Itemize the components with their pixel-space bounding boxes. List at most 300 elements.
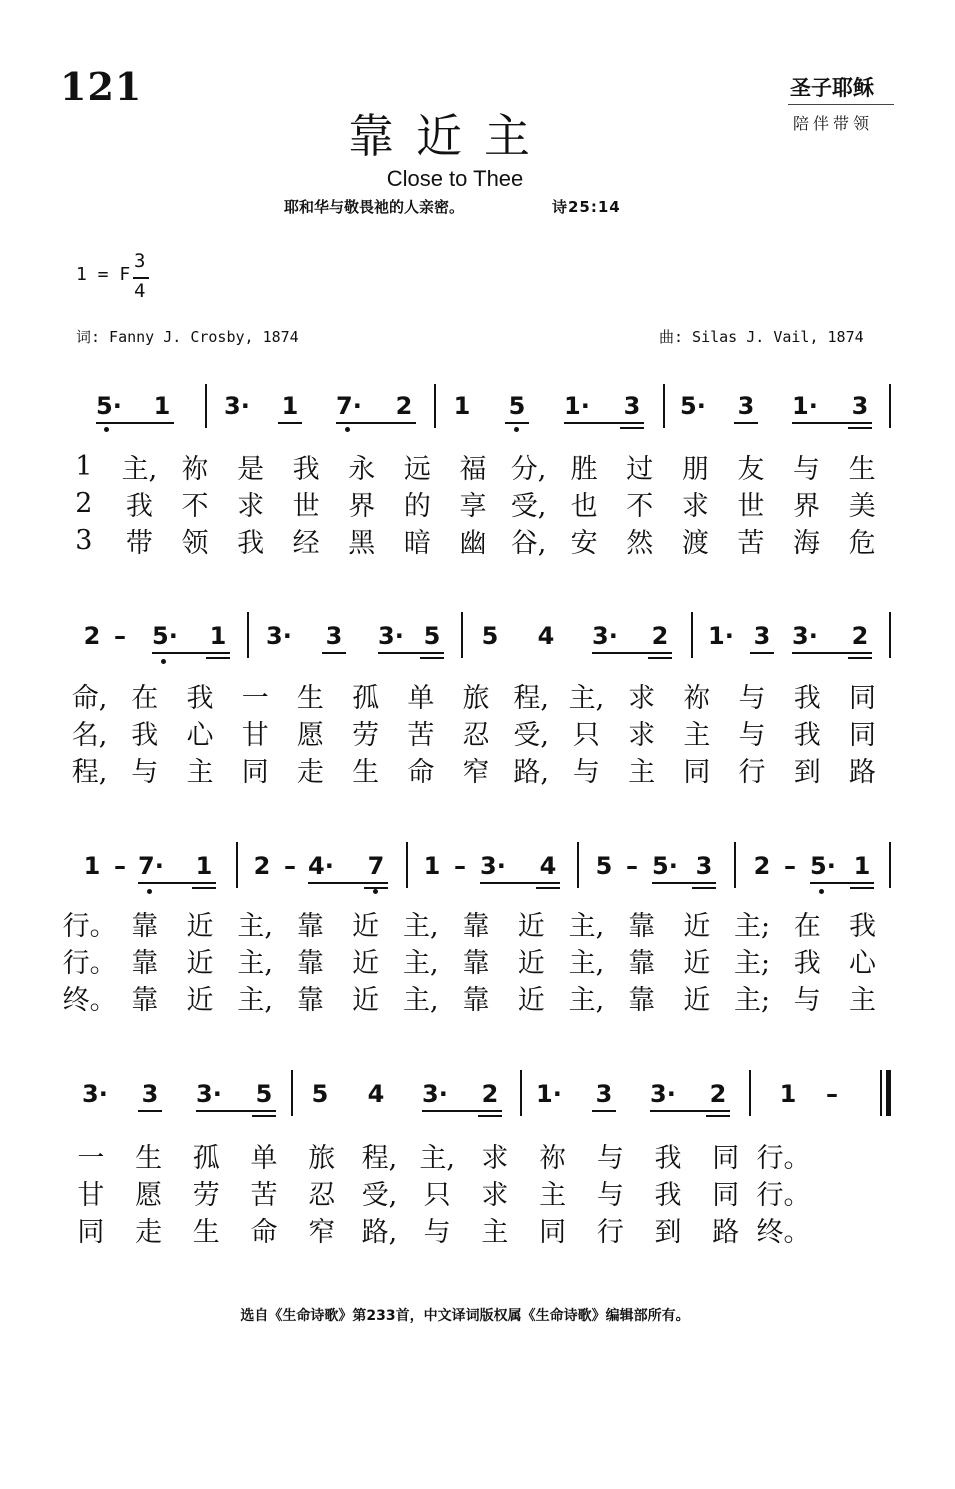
note: 2 bbox=[253, 852, 271, 880]
lyric-syllable: 忍 bbox=[462, 719, 490, 751]
underline bbox=[308, 882, 388, 884]
lyric-syllable: 心 bbox=[848, 947, 876, 979]
lyric-syllable: 主, bbox=[237, 910, 273, 942]
underline bbox=[206, 657, 230, 659]
lyric-syllable: 生 bbox=[352, 756, 380, 788]
barline bbox=[205, 384, 207, 428]
note: 5 bbox=[481, 622, 499, 650]
note: 1 bbox=[83, 852, 101, 880]
lyric-syllable: 世 bbox=[292, 490, 320, 522]
lyric-line bbox=[62, 1138, 870, 1172]
lyric-syllable: 与 bbox=[572, 756, 600, 788]
lyric-syllable: 同 bbox=[241, 756, 269, 788]
lyric-syllable: 我 bbox=[654, 1179, 682, 1211]
lyric-syllable: 单 bbox=[407, 682, 435, 714]
lyric-syllable: 近 bbox=[517, 910, 545, 942]
barline bbox=[434, 384, 436, 428]
lyric-syllable: 朋 bbox=[681, 453, 709, 485]
lyric-syllable: 求 bbox=[481, 1142, 509, 1174]
lyric-syllable: 甘 bbox=[77, 1179, 105, 1211]
underline bbox=[505, 422, 529, 424]
lyric-syllable: 靠 bbox=[462, 947, 490, 979]
note: 1 bbox=[281, 392, 299, 420]
lyric-syllable: 在 bbox=[793, 910, 821, 942]
note: 3 bbox=[595, 1080, 613, 1108]
low-dot bbox=[161, 659, 166, 664]
lyric-syllable: 主, bbox=[419, 1142, 455, 1174]
lyric-syllable: 2 bbox=[75, 487, 93, 519]
lyric-line bbox=[56, 486, 890, 520]
final-barline-thick bbox=[886, 1070, 891, 1116]
lyric-syllable: 我 bbox=[793, 719, 821, 751]
lyric-line bbox=[62, 1175, 870, 1209]
dash: – bbox=[114, 622, 126, 650]
note: 5 bbox=[311, 1080, 329, 1108]
underline bbox=[810, 882, 874, 884]
lyric-syllable: 窄 bbox=[308, 1216, 336, 1248]
lyric-syllable: 主 bbox=[539, 1179, 567, 1211]
underline bbox=[850, 887, 874, 889]
underline bbox=[592, 1110, 616, 1112]
underline bbox=[564, 422, 644, 424]
lyric-syllable: 主, bbox=[403, 947, 439, 979]
lyric-syllable: 与 bbox=[738, 719, 766, 751]
lyric-syllable: 永 bbox=[348, 453, 376, 485]
lyric-syllable: 界 bbox=[348, 490, 376, 522]
lyric-syllable: 主 bbox=[628, 756, 656, 788]
underline bbox=[138, 882, 216, 884]
note: 2 bbox=[753, 852, 771, 880]
hymn-title: 靠近主 bbox=[348, 109, 552, 163]
note: 3 bbox=[623, 392, 641, 420]
underline bbox=[322, 652, 346, 654]
notation-row-3 bbox=[0, 852, 955, 902]
lyric-syllable: 苦 bbox=[407, 719, 435, 751]
note: 2 bbox=[395, 392, 413, 420]
lyric-syllable: 1 bbox=[75, 450, 93, 482]
note: 5 bbox=[423, 622, 441, 650]
low-dot bbox=[104, 427, 109, 432]
lyric-syllable: 美 bbox=[848, 490, 876, 522]
lyric-syllable: 单 bbox=[250, 1142, 278, 1174]
lyric-syllable: 祢 bbox=[181, 453, 209, 485]
underline bbox=[620, 427, 644, 429]
note: 3· bbox=[196, 1080, 222, 1108]
lyric-syllable: 近 bbox=[186, 910, 214, 942]
lyric-line bbox=[62, 715, 890, 749]
lyric-syllable: 主 bbox=[683, 719, 711, 751]
lyric-syllable: 危 bbox=[848, 527, 876, 559]
lyric-syllable: 到 bbox=[793, 756, 821, 788]
lyric-syllable: 近 bbox=[683, 984, 711, 1016]
notation-row-4 bbox=[0, 1080, 955, 1130]
underline bbox=[422, 1110, 502, 1112]
low-dot bbox=[373, 889, 378, 894]
underline bbox=[848, 427, 872, 429]
lyric-syllable: 只 bbox=[572, 719, 600, 751]
lyric-syllable: 近 bbox=[683, 947, 711, 979]
lyric-syllable: 生 bbox=[135, 1142, 163, 1174]
lyric-syllable: 世 bbox=[737, 490, 765, 522]
lyric-syllable: 行。 bbox=[756, 1179, 811, 1211]
note: 5 bbox=[508, 392, 526, 420]
underline bbox=[536, 887, 560, 889]
lyric-syllable: 近 bbox=[352, 910, 380, 942]
lyric-syllable: 与 bbox=[793, 984, 821, 1016]
lyric-syllable: 求 bbox=[681, 490, 709, 522]
barline bbox=[734, 842, 736, 888]
note: 1 bbox=[209, 622, 227, 650]
composer-credit: 曲: Silas J. Vail, 1874 bbox=[659, 328, 864, 346]
lyric-syllable: 主 bbox=[481, 1216, 509, 1248]
lyric-syllable: 我 bbox=[793, 682, 821, 714]
underline bbox=[734, 422, 758, 424]
lyric-syllable: 一 bbox=[77, 1142, 105, 1174]
underline bbox=[592, 652, 672, 654]
lyric-syllable: 同 bbox=[848, 719, 876, 751]
lyric-syllable: 安 bbox=[570, 527, 598, 559]
lyric-syllable: 过 bbox=[626, 453, 654, 485]
lyric-syllable: 旅 bbox=[308, 1142, 336, 1174]
category-label: 圣子耶稣 bbox=[790, 75, 874, 100]
lyric-syllable: 与 bbox=[738, 682, 766, 714]
scripture-verse: 耶和华与敬畏祂的人亲密。 bbox=[284, 198, 465, 216]
lyric-syllable: 靠 bbox=[131, 984, 159, 1016]
underline bbox=[650, 1110, 730, 1112]
note: 5 bbox=[255, 1080, 273, 1108]
time-signature-top: 3 bbox=[134, 250, 146, 272]
underline bbox=[648, 657, 672, 659]
note: 5 bbox=[595, 852, 613, 880]
barline bbox=[889, 384, 891, 428]
lyric-syllable: 甘 bbox=[241, 719, 269, 751]
lyricist-credit: 词: Fanny J. Crosby, 1874 bbox=[76, 328, 299, 346]
lyric-syllable: 终。 bbox=[62, 984, 117, 1016]
lyric-syllable: 主, bbox=[568, 947, 605, 979]
note: 3 bbox=[695, 852, 713, 880]
lyric-syllable: 靠 bbox=[296, 910, 324, 942]
note: 4 bbox=[367, 1080, 385, 1108]
dash: – bbox=[784, 852, 796, 880]
barline bbox=[691, 612, 693, 658]
note: 1· bbox=[708, 622, 734, 650]
lyric-syllable: 行。 bbox=[62, 910, 117, 942]
note: 5· bbox=[96, 392, 122, 420]
lyric-syllable: 路, bbox=[513, 756, 550, 788]
lyric-syllable: 同 bbox=[848, 682, 876, 714]
lyric-syllable: 孤 bbox=[192, 1142, 220, 1174]
lyric-syllable: 受, bbox=[513, 719, 550, 751]
note: 3· bbox=[592, 622, 618, 650]
lyric-syllable: 近 bbox=[683, 910, 711, 942]
lyric-syllable: 主 bbox=[186, 756, 214, 788]
lyric-syllable: 同 bbox=[712, 1179, 740, 1211]
lyric-syllable: 享 bbox=[459, 490, 487, 522]
lyric-syllable: 主, bbox=[237, 984, 273, 1016]
lyric-syllable: 靠 bbox=[296, 947, 324, 979]
barline bbox=[577, 842, 579, 888]
copyright-footer: 选自《生命诗歌》第233首，中文译词版权属《生命诗歌》编辑部所有。 bbox=[240, 1308, 690, 1324]
note: 3· bbox=[224, 392, 250, 420]
lyric-syllable: 同 bbox=[77, 1216, 105, 1248]
lyric-syllable: 友 bbox=[737, 453, 765, 485]
lyric-syllable: 主, bbox=[568, 910, 605, 942]
note: 1 bbox=[153, 392, 171, 420]
lyric-syllable: 求 bbox=[481, 1179, 509, 1211]
lyric-syllable: 在 bbox=[131, 682, 159, 714]
lyric-syllable: 我 bbox=[131, 719, 159, 751]
key-signature: 1 = F bbox=[76, 264, 131, 285]
lyric-syllable: 不 bbox=[626, 490, 654, 522]
note: 5· bbox=[680, 392, 706, 420]
lyric-syllable: 主, bbox=[121, 453, 158, 485]
lyric-syllable: 受, bbox=[510, 490, 547, 522]
lyric-syllable: 命 bbox=[250, 1216, 278, 1248]
lyric-syllable: 忍 bbox=[308, 1179, 336, 1211]
barline bbox=[663, 384, 665, 428]
lyric-syllable: 愿 bbox=[296, 719, 324, 751]
lyric-syllable: 的 bbox=[403, 490, 431, 522]
lyric-syllable: 主, bbox=[403, 910, 439, 942]
note: 3· bbox=[792, 622, 818, 650]
final-barline-thin bbox=[880, 1070, 882, 1116]
note: 4 bbox=[537, 622, 555, 650]
lyric-syllable: 行 bbox=[596, 1216, 624, 1248]
underline bbox=[378, 652, 444, 654]
lyric-line bbox=[62, 980, 890, 1014]
underline bbox=[706, 1115, 730, 1117]
lyric-syllable: 领 bbox=[181, 527, 209, 559]
note: 3 bbox=[141, 1080, 159, 1108]
low-dot bbox=[345, 427, 350, 432]
lyric-syllable: 命, bbox=[71, 682, 108, 714]
lyric-syllable: 程, bbox=[71, 756, 108, 788]
lyric-syllable: 我 bbox=[237, 527, 265, 559]
note: 1 bbox=[453, 392, 471, 420]
lyric-syllable: 我 bbox=[186, 682, 214, 714]
lyric-syllable: 心 bbox=[186, 719, 214, 751]
lyric-syllable: 苦 bbox=[250, 1179, 278, 1211]
lyric-syllable: 靠 bbox=[628, 910, 656, 942]
lyric-syllable: 近 bbox=[352, 947, 380, 979]
note: 3· bbox=[378, 622, 404, 650]
lyric-syllable: 孤 bbox=[352, 682, 380, 714]
lyric-syllable: 靠 bbox=[131, 947, 159, 979]
note: 1 bbox=[779, 1080, 797, 1108]
dash: – bbox=[284, 852, 296, 880]
barline bbox=[236, 842, 238, 888]
lyric-syllable: 只 bbox=[423, 1179, 451, 1211]
lyric-line bbox=[62, 906, 890, 940]
note: 2 bbox=[481, 1080, 499, 1108]
note: 4 bbox=[539, 852, 557, 880]
lyric-syllable: 不 bbox=[181, 490, 209, 522]
barline bbox=[406, 842, 408, 888]
lyric-syllable: 苦 bbox=[737, 527, 765, 559]
underline bbox=[420, 657, 444, 659]
lyric-line bbox=[62, 1212, 870, 1246]
lyric-line bbox=[62, 752, 890, 786]
note: 2 bbox=[83, 622, 101, 650]
lyric-syllable: 终。 bbox=[756, 1216, 811, 1248]
lyric-syllable: 经 bbox=[292, 527, 320, 559]
lyric-syllable: 祢 bbox=[539, 1142, 567, 1174]
underline bbox=[478, 1115, 502, 1117]
lyric-syllable: 行。 bbox=[756, 1142, 811, 1174]
lyric-line bbox=[62, 678, 890, 712]
lyric-syllable: 行。 bbox=[62, 947, 117, 979]
scripture-reference: 诗25:14 bbox=[552, 198, 621, 216]
underline bbox=[750, 652, 774, 654]
underline bbox=[278, 422, 302, 424]
lyric-syllable: 我 bbox=[793, 947, 821, 979]
underline bbox=[138, 1110, 162, 1112]
underline bbox=[152, 652, 230, 654]
lyric-syllable: 近 bbox=[517, 947, 545, 979]
lyric-syllable: 与 bbox=[423, 1216, 451, 1248]
note: 3· bbox=[650, 1080, 676, 1108]
lyric-syllable: 走 bbox=[135, 1216, 163, 1248]
note: 1· bbox=[564, 392, 590, 420]
dash: – bbox=[626, 852, 638, 880]
lyric-syllable: 受, bbox=[361, 1179, 398, 1211]
underline bbox=[652, 882, 716, 884]
lyric-syllable: 靠 bbox=[628, 984, 656, 1016]
underline bbox=[848, 657, 872, 659]
lyric-syllable: 胜 bbox=[570, 453, 598, 485]
lyric-syllable: 是 bbox=[237, 453, 265, 485]
note: 3· bbox=[266, 622, 292, 650]
barline bbox=[749, 1070, 751, 1116]
lyric-line bbox=[56, 449, 890, 483]
lyric-syllable: 行 bbox=[738, 756, 766, 788]
lyric-syllable: 走 bbox=[296, 756, 324, 788]
lyric-syllable: 名, bbox=[71, 719, 108, 751]
lyric-syllable: 我 bbox=[292, 453, 320, 485]
subcategory-label: 陪伴带领 bbox=[793, 114, 874, 133]
lyric-syllable: 也 bbox=[570, 490, 598, 522]
lyric-syllable: 3 bbox=[75, 524, 93, 556]
time-signature-line bbox=[133, 277, 149, 279]
lyric-syllable: 靠 bbox=[628, 947, 656, 979]
note: 3 bbox=[325, 622, 343, 650]
lyric-syllable: 靠 bbox=[296, 984, 324, 1016]
lyric-syllable: 远 bbox=[403, 453, 431, 485]
lyric-syllable: 求 bbox=[237, 490, 265, 522]
underline bbox=[192, 887, 216, 889]
lyric-syllable: 然 bbox=[626, 527, 654, 559]
lyric-syllable: 祢 bbox=[683, 682, 711, 714]
lyric-syllable: 界 bbox=[793, 490, 821, 522]
barline bbox=[247, 612, 249, 658]
lyric-syllable: 与 bbox=[793, 453, 821, 485]
lyric-syllable: 主; bbox=[733, 947, 771, 979]
note: 1 bbox=[853, 852, 871, 880]
lyric-syllable: 渡 bbox=[681, 527, 709, 559]
underline bbox=[480, 882, 560, 884]
lyric-syllable: 主; bbox=[733, 984, 771, 1016]
barline bbox=[889, 842, 891, 888]
note: 5· bbox=[810, 852, 836, 880]
barline bbox=[889, 612, 891, 658]
lyric-syllable: 同 bbox=[712, 1142, 740, 1174]
lyric-syllable: 程, bbox=[513, 682, 550, 714]
lyric-syllable: 主, bbox=[403, 984, 439, 1016]
note: 5· bbox=[652, 852, 678, 880]
underline bbox=[336, 422, 416, 424]
lyric-syllable: 与 bbox=[596, 1142, 624, 1174]
underline bbox=[96, 422, 174, 424]
lyric-syllable: 生 bbox=[848, 453, 876, 485]
lyric-syllable: 劳 bbox=[352, 719, 380, 751]
lyric-syllable: 主; bbox=[733, 910, 771, 942]
lyric-syllable: 黑 bbox=[348, 527, 376, 559]
lyric-syllable: 劳 bbox=[192, 1179, 220, 1211]
lyric-syllable: 靠 bbox=[462, 910, 490, 942]
lyric-syllable: 与 bbox=[131, 756, 159, 788]
lyric-syllable: 我 bbox=[125, 490, 153, 522]
lyric-syllable: 一 bbox=[241, 682, 269, 714]
lyric-syllable: 我 bbox=[848, 910, 876, 942]
notation-row-1 bbox=[0, 392, 955, 442]
note: 3 bbox=[851, 392, 869, 420]
lyric-syllable: 求 bbox=[628, 719, 656, 751]
lyric-syllable: 同 bbox=[683, 756, 711, 788]
underline bbox=[252, 1115, 276, 1117]
lyric-syllable: 路, bbox=[361, 1216, 398, 1248]
lyric-syllable: 近 bbox=[352, 984, 380, 1016]
note: 3· bbox=[82, 1080, 108, 1108]
dash: – bbox=[114, 852, 126, 880]
lyric-syllable: 路 bbox=[848, 756, 876, 788]
note: 2 bbox=[851, 622, 869, 650]
lyric-syllable: 主, bbox=[568, 984, 605, 1016]
note: 1· bbox=[792, 392, 818, 420]
lyric-syllable: 海 bbox=[793, 527, 821, 559]
hymn-subtitle: Close to Thee bbox=[386, 166, 524, 191]
time-signature-bottom: 4 bbox=[134, 280, 146, 302]
lyric-line bbox=[56, 523, 890, 557]
underline bbox=[792, 422, 872, 424]
note: 7· bbox=[336, 392, 362, 420]
lyric-syllable: 靠 bbox=[462, 984, 490, 1016]
lyric-syllable: 近 bbox=[186, 947, 214, 979]
note: 5· bbox=[152, 622, 178, 650]
lyric-syllable: 福 bbox=[459, 453, 487, 485]
note: 4· bbox=[308, 852, 334, 880]
lyric-syllable: 幽 bbox=[459, 527, 487, 559]
lyric-syllable: 旅 bbox=[462, 682, 490, 714]
note: 1 bbox=[195, 852, 213, 880]
lyric-syllable: 主, bbox=[237, 947, 273, 979]
note: 3 bbox=[753, 622, 771, 650]
note: 1 bbox=[423, 852, 441, 880]
notation-row-2 bbox=[0, 622, 955, 672]
barline bbox=[461, 612, 463, 658]
note: 7 bbox=[367, 852, 385, 880]
lyric-syllable: 到 bbox=[654, 1216, 682, 1248]
lyric-syllable: 谷, bbox=[510, 527, 547, 559]
lyric-syllable: 近 bbox=[517, 984, 545, 1016]
lyric-syllable: 主 bbox=[848, 984, 876, 1016]
lyric-syllable: 与 bbox=[596, 1179, 624, 1211]
lyric-syllable: 近 bbox=[186, 984, 214, 1016]
barline bbox=[520, 1070, 522, 1116]
lyric-syllable: 同 bbox=[539, 1216, 567, 1248]
lyric-syllable: 窄 bbox=[462, 756, 490, 788]
lyric-syllable: 暗 bbox=[403, 527, 431, 559]
lyric-syllable: 靠 bbox=[131, 910, 159, 942]
